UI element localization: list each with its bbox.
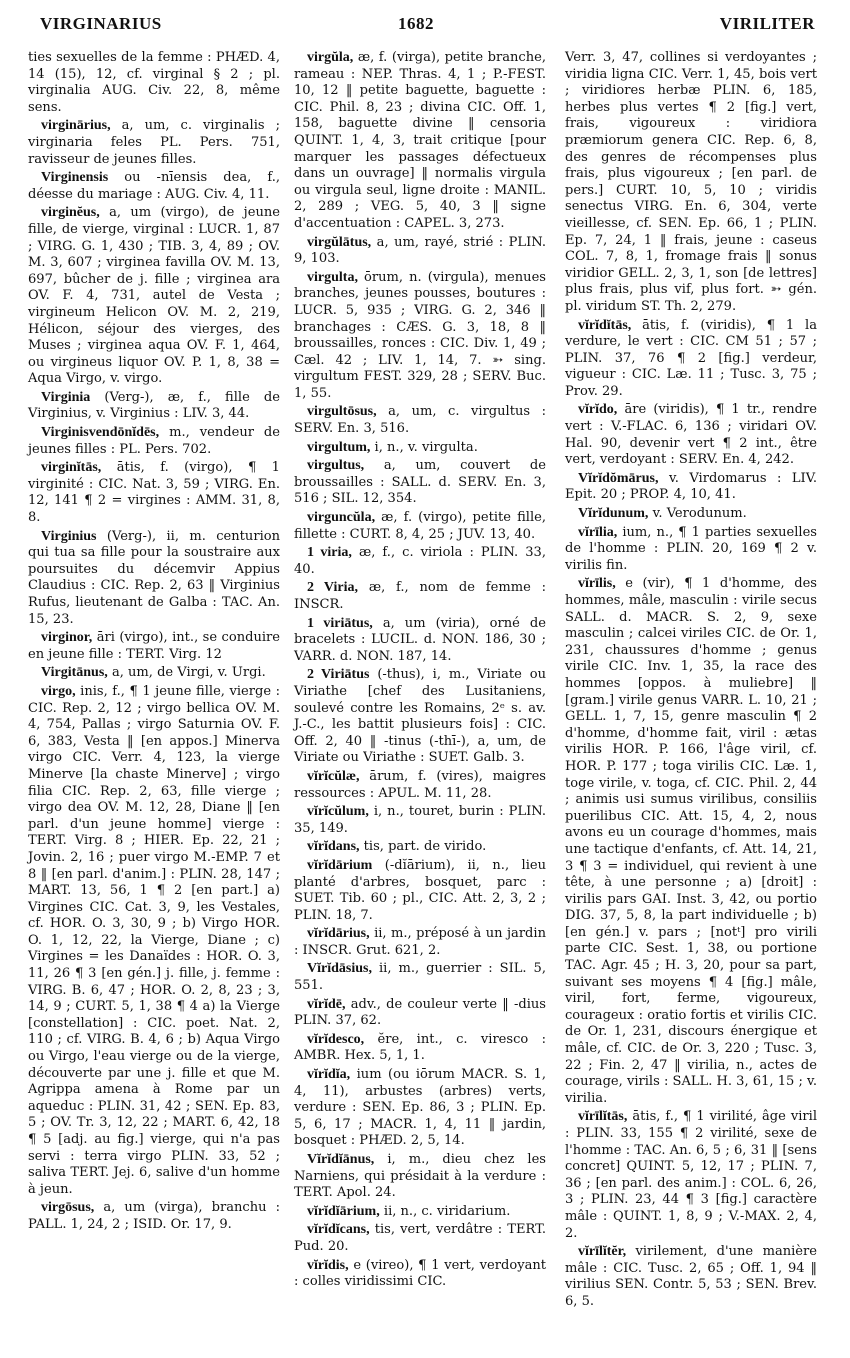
dictionary-entry xyxy=(294,440,546,457)
entry-text: (Verg-), æ, f., fille de Virginius, v. Virginius : LIV. 3, 44. xyxy=(28,389,280,422)
headword: virginārius, xyxy=(41,118,111,134)
dictionary-entry xyxy=(565,50,817,316)
dictionary-entry xyxy=(294,1258,546,1291)
headword: vĭrĭdesco, xyxy=(307,1031,365,1047)
dictionary-entry xyxy=(28,50,280,116)
page-number: 1682 xyxy=(398,14,434,33)
headword: vĭrĭdĭa, xyxy=(307,1067,351,1083)
dictionary-entry xyxy=(294,235,546,268)
headword: Virginisvendōnĭdēs, xyxy=(41,425,160,441)
entry-text: ties sexuelles de la femme : PHÆD. 4, 14 (15), 12, cf. virginal § 2 ; pl. virginalia AUG. Civ. 22, 8, même sens. xyxy=(28,50,280,115)
dictionary-entry xyxy=(294,926,546,959)
headword: Virgitānus, xyxy=(41,665,108,681)
headword: vĭrĭdans, xyxy=(307,839,360,855)
entry-text: a, um, c. virginalis ; virginaria feles PL. Pers. 751, ravisseur de jeunes filles. xyxy=(28,118,280,167)
dictionary-entry xyxy=(28,460,280,526)
entry-text: a, um, couvert de broussailles : SALL. d. SERV. En. 3, 516 ; SIL. 12, 354. xyxy=(294,458,546,507)
dictionary-entry xyxy=(294,667,546,767)
dictionary-entry xyxy=(294,1067,546,1150)
dictionary-entry xyxy=(294,50,546,233)
headword: vĭrĭdo, xyxy=(578,402,618,418)
headword: virgŭlātus, xyxy=(307,234,372,250)
dictionary-entry xyxy=(565,1244,817,1310)
entry-text: v. Virdomarus : LIV. Epit. 20 ; PROP. 4, 10, 41. xyxy=(565,470,817,503)
headword: 1 viria, xyxy=(307,545,352,561)
entry-text: æ, f. (virgo), petite fille, fillette : CURT. 8, 4, 25 ; JUV. 13, 40. xyxy=(294,510,546,542)
entry-text: æ, f. (virga), petite branche, rameau : NEP. Thras. 4, 1 ; P.-FEST. 10, 12 ‖ petite baguette, baguette : CIC. Phil. 8, 23 ; divina CIC. Off. 1, 158, baguette divine ‖ censoria QUINT. 1, 4, 3, trait critique [pour marquer les passages défectueux dans un ouvrage] ‖ normalis virgula ou virgula seul, ligne droite : MANIL. 2, 289 ; VEG. 5, 40, 3 ‖ signe d'accentuation : CAPEL. 3, 273. xyxy=(294,50,546,231)
dictionary-entry xyxy=(28,684,280,1198)
headword: Vĭrĭdunum, xyxy=(578,506,649,522)
entry-text: ium, n., ¶ 1 parties sexuelles de l'homme : PLIN. 20, 169 ¶ 2 v. virilis fin. xyxy=(565,524,817,573)
dictionary-entry xyxy=(28,118,280,168)
dictionary-entry xyxy=(294,839,546,856)
entry-text: ii, n., c. viridarium. xyxy=(383,1203,511,1219)
headword: Vĭrĭdāsius, xyxy=(307,961,372,977)
headword: Virginia xyxy=(41,389,91,405)
dictionary-entry xyxy=(28,205,280,388)
dictionary-entry xyxy=(294,510,546,543)
dictionary-entry xyxy=(294,997,546,1030)
entry-text: tis, part. de virido. xyxy=(363,839,487,855)
entry-text: adv., de couleur verte ‖ -dius PLIN. 37, 62. xyxy=(294,996,546,1029)
dictionary-entry xyxy=(294,270,546,403)
headword: Vĭrĭdŏmārus, xyxy=(578,470,659,486)
entry-text: ĕre, int., c. viresco : AMBR. Hex. 5, 1, 1. xyxy=(294,1031,546,1064)
headword: vĭrīlia, xyxy=(578,524,618,540)
entry-text: a, um (virgo), de jeune fille, de vierge, virginal : LUCR. 1, 87 ; VIRG. G. 1, 430 ; TIB. 3, 4, 89 ; OV. M. 3, 607 ; virginea favilla OV. M. 13, 697, bûcher de j. fille ; virginea ara OV. F. 4, 731, autel de Vesta ; virgineum Helicon OV. M. 2, 219, Hélicon, séjour des vierges, des Muses ; virginea aqua OV. F. 1, 464, ou virgineus liquor OV. P. 1, 8, 38 = Aqua Virgo, v. virgo. xyxy=(28,205,280,387)
entry-text: ou -nīensis dea, f., déesse du mariage : AUG. Civ. 4, 11. xyxy=(28,170,280,202)
dictionary-entry xyxy=(294,616,546,666)
dictionary-entry xyxy=(28,529,280,629)
dictionary-entry xyxy=(294,1032,546,1065)
headword: vĭrīlĭtĕr, xyxy=(578,1244,627,1260)
dictionary-entry xyxy=(294,804,546,837)
entry-text: tis, vert, verdâtre : TERT. Pud. 20. xyxy=(294,1222,546,1254)
dictionary-entry xyxy=(294,858,546,924)
dictionary-entry xyxy=(294,580,546,613)
entry-text: virilement, d'une manière mâle : CIC. Tusc. 2, 65 ; Off. 1, 94 ‖ virilius SEN. Contr. 5, 53 ; SEN. Brev. 6, 5. xyxy=(565,1244,817,1309)
entry-text: (-dĭārium), ii, n., lieu planté d'arbres, bosquet, parc : SUET. Tib. 60 ; pl., CIC. Att. 2, 3, 2 ; PLIN. 18, 7. xyxy=(294,857,546,923)
dictionary-entry xyxy=(294,404,546,437)
entry-text: a, um, de Virgi, v. Urgi. xyxy=(111,665,266,681)
dictionary-entry xyxy=(28,390,280,423)
entry-text: ātis, f. (virgo), ¶ 1 virginité : CIC. Nat. 3, 59 ; VIRG. En. 12, 141 ¶ 2 = virgines : AMM. 31, 8, 8. xyxy=(28,460,280,526)
headword: 2 Viria, xyxy=(307,580,358,596)
headword: vĭrĭcŭlum, xyxy=(307,804,369,820)
dictionary-entry xyxy=(565,1109,817,1242)
dictionary-entry xyxy=(294,1204,546,1221)
entry-text: æ, f., c. viriola : PLIN. 33, 40. xyxy=(294,545,547,577)
entry-text: ii, m., préposé à un jardin : INSCR. Grut. 621, 2. xyxy=(294,926,546,958)
headword: virguncŭla, xyxy=(307,510,376,526)
entry-text: Verr. 3, 47, collines si verdoyantes ; viridia ligna CIC. Verr. 1, 45, bois vert ; viridiores herbæ PLIN. 6, 185, herbes plus vertes ¶ 2 [fig.] vert, frais, vigoureux : viridiora præmiorum genera CIC. Rep. 6, 8, des genres de récompenses plus frais, plus vigoureux ; [en parl. de pers.] CURT. 10, 5, 10 ; viridis senectus VIRG. En. 6, 304, verte vieillesse, cf. SEN. Ep. 66, 1 ; PLIN. Ep. 7, 24, 1 ‖ frais, jeune : caseus COL. 7, 8, 1, fromage frais ‖ sonus viridior GELL. 2, 3, 1, son [de lettres] plus frais, plus vif, plus fort. ➳ gén. pl. viridum ST. Th. 2, 279. xyxy=(565,50,817,314)
headword: Virginius xyxy=(41,528,97,544)
headword: virgultōsus, xyxy=(307,404,377,420)
headword: vĭrĭdĭārium, xyxy=(307,1203,380,1219)
entry-text: (-thus), i, m., Viriate ou Viriathe [chef des Lusitaniens, soulevé contre les Romains, 2ᵉ s. av. J.-C., les battit plusieurs fois] : CIC. Off. 2, 40 ‖ -tinus (-thī-), a, um, de Viriate ou Viriathe : SUET. Galb. 3. xyxy=(294,667,546,766)
headword: vĭrĭdis, xyxy=(307,1257,349,1273)
dictionary-entry xyxy=(565,402,817,468)
entry-text: a, um (viria), orné de bracelets : LUCIL. d. NON. 186, 30 ; VARR. d. NON. 187, 14. xyxy=(294,615,547,664)
entry-text: ātis, f., ¶ 1 virilité, âge viril : PLIN. 33, 155 ¶ 2 virilité, sexe de l'homme : TAC. An. 6, 5 ; 6, 31 ‖ [sens concret] QUINT. 5, 12, 17 ; PLIN. 7, 36 ; [en parl. des anim.] : COL. 6, 26, 3 ; PLIN. 23, 44 ¶ 3 [fig.] caractère mâle : QUINT. 1, 8, 9 ; V.-MAX. 2, 4, 2. xyxy=(565,1109,817,1241)
running-head-right: VIRILITER xyxy=(719,14,815,33)
headword: Vĭrĭdĭānus, xyxy=(307,1152,375,1167)
headword: vĭrĭdĭcans, xyxy=(307,1222,370,1238)
entry-text: e (vir), ¶ 1 d'homme, des hommes, mâle, masculin : virile secus SALL. d. MACR. S. 2, 9, sexe masculin ; calcei viriles CIC. de Or. 1, 231, chaussures d'homme ; genus virile CIC. Inv. 1, 35, la race des hommes [oppos. à muliebre] ‖ [gram.] virile genus VARR. L. 10, 21 ; GELL. 1, 7, 15, genre masculin ¶ 2 d'homme, d'homme fait, viril : ætas virilis HOR. P. 166, l'âge viril, cf. HOR. P. 177 ; toga virilis CIC. Læ. 1, toge virile, v. toga, cf. CIC. Phil. 2, 44 ; animis usi sumus virilibus, consiliis puerilibus CIC. Att. 15, 4, 2, nous avons eu un courage d'hommes, mais une tactique d'enfants, cf. Att. 14, 21, 3 ¶ 3 = individuel, qui revient à une tête, à une personne ; a) [droit] : virilis pars GAI. Inst. 3, 42, ou portio DIG. 37, 5, 8, la part individuelle ; b) [en gén.] v. pars ; [notᵗ] pro virili parte CIC. Sest. 1, 38, ou portione TAC. Agr. 45 ; H. 3, 20, pour sa part, suivant ses moyens ¶ 4 [fig.] mâle, viril, fort, ferme, vigoureux, courageux : oratio fortis et virilis CIC. de Or. 1, 231, discours énergique et mâle, cf. CIC. de Or. 3, 220 ; Tusc. 3, 22 ; Fin. 2, 47 ‖ virilia, n., actes de courage, virils : SALL. H. 3, 61, 15 ; v. virilia. xyxy=(565,576,817,1106)
page-header xyxy=(40,14,815,42)
headword: vĭrīlĭtās, xyxy=(578,1109,628,1125)
dictionary-entry xyxy=(565,471,817,504)
entry-text: i, n., touret, burin : PLIN. 35, 149. xyxy=(294,804,546,836)
dictionary-entry xyxy=(294,545,546,578)
headword: 1 viriātus, xyxy=(307,615,373,631)
column-1 xyxy=(28,50,280,1236)
dictionary-entry xyxy=(28,170,280,203)
column-3 xyxy=(565,50,817,1313)
entry-text: ātis, f. (viridis), ¶ 1 la verdure, le vert : CIC. CM 51 ; 57 ; PLIN. 37, 76 ¶ 2 [fig.] verdeur, vigueur : CIC. Læ. 11 ; Tusc. 3, 75 ; Prov. 29. xyxy=(565,317,817,399)
column-2 xyxy=(294,50,546,1293)
dictionary-entry xyxy=(565,525,817,575)
entry-text: āre (viridis), ¶ 1 tr., rendre vert : V.-FLAC. 6, 136 ; viridari OV. Hal. 90, devenir vert ¶ 2 int., être vert, verdoyant : SERV. En. 4, 242. xyxy=(565,402,817,468)
dictionary-entry xyxy=(28,1200,280,1233)
headword: vĭrīlis, xyxy=(578,576,616,592)
entry-text: i, n., v. virgulta. xyxy=(374,439,478,455)
headword: 2 Viriātus xyxy=(307,667,370,683)
running-head-left: VIRGINARIUS xyxy=(40,14,162,33)
dictionary-entry xyxy=(28,665,280,682)
dictionary-entry xyxy=(294,458,546,508)
dictionary-entry xyxy=(565,318,817,401)
entry-text: ārum, f. (vires), maigres ressources : APUL. M. 11, 28. xyxy=(294,768,546,801)
dictionary-entry xyxy=(294,769,546,802)
entry-text: a, um (virga), branchu : PALL. 1, 24, 2 ; ISID. Or. 17, 9. xyxy=(28,1200,280,1232)
entry-text: inis, f., ¶ 1 jeune fille, vierge : CIC. Rep. 2, 12 ; virgo bellica OV. M. 4, 754, Pallas ; virgo Saturnia OV. F. 6, 383, Vesta ‖ [en appos.] Minerva virgo CIC. Verr. 4, 123, la vierge Minerve [la chaste Minerve] ; virgo filia CIC. Rep. 2, 63, fille vierge ; virgo dea OV. M. 12, 28, Diane ‖ [en parl. d'un jeune homme] vierge : TERT. Virg. 8 ; HIER. Ep. 22, 21 ; Jovin. 2, 16 ; puer virgo M.-EMP. 7 et 8 ‖ [en parl. d'anim.] : PLIN. 28, 147 ; MART. 13, 56, 1 ¶ 2 [en part.] a) Virgines CIC. Cat. 3, 9, les Vestales, cf. HOR. O. 3, 30, 9 ; b) Virgo HOR. O. 1, 12, 22, la Vierge, Diane ; c) Virgines = les Danaïdes : HOR. O. 3, 11, 26 ¶ 3 [en gén.] j. fille, j. femme : VIRG. B. 6, 47 ; HOR. O. 2, 8, 23 ; 3, 14, 9 ; CURT. 5, 1, 38 ¶ 4 a) la Vierge [constellation] : CIC. poet. Nat. 2, 110 ; cf. VIRG. B. 4, 6 ; b) Aqua Virgo ou Virgo, l'eau vierge ou de la vierge, découverte par une j. fille et que M. Agrippa amena à Rome par un aqueduc : PLIN. 31, 42 ; SEN. Ep. 83, 5 ; OV. Tr. 3, 12, 22 ; MART. 6, 42, 18 ¶ 5 [adj. au fig.] vierge, qui n'a pas servi : terra virgo PLIN. 33, 52 ; saliva TERT. Jej. 6, salive d'un homme à jeun. xyxy=(28,683,280,1197)
headword: virginĕus, xyxy=(41,205,100,221)
entry-text: a, um, rayé, strié : PLIN. 9, 103. xyxy=(294,234,546,267)
entry-text: ōrum, n. (virgula), menues branches, jeunes pousses, boutures : LUCR. 5, 935 ; VIRG. G. 2, 346 ‖ branchages : CÆS. G. 3, 18, 8 ‖ broussailles, ronces : CIC. Div. 1, 49 ; Cæl. 42 ; LIV. 1, 14, 7. ➳ sing. virgultum FEST. 329, 28 ; SERV. Buc. 1, 55. xyxy=(294,269,546,401)
entry-text: e (vireo), ¶ 1 vert, verdoyant : colles viridissimi CIC. xyxy=(294,1257,546,1290)
dictionary-entry xyxy=(294,961,546,994)
entry-text: v. Verodunum. xyxy=(652,506,747,522)
dictionary-entry xyxy=(28,425,280,458)
headword: vĭrĭdārium xyxy=(307,857,373,873)
headword: virgulta, xyxy=(307,269,358,285)
headword: virgultum, xyxy=(307,439,371,455)
headword: Virginensis xyxy=(41,170,109,186)
entry-text: (Verg-), ii, m. centurion qui tua sa fille pour la soustraire aux poursuites du décemvir Appius Claudius : CIC. Rep. 2, 63 ‖ Virginius Rufus, lieutenant de Galba : TAC. An. 15, 23. xyxy=(28,528,280,627)
entry-text: ii, m., guerrier : SIL. 5, 551. xyxy=(294,961,546,994)
dictionary-entry xyxy=(28,630,280,663)
entry-text: i, m., dieu chez les Narniens, qui présidait à la verdure : TERT. Apol. 24. xyxy=(294,1152,546,1201)
dictionary-entry xyxy=(294,1222,546,1255)
headword: virgōsus, xyxy=(41,1200,95,1216)
headword: vĭrĭcŭlæ, xyxy=(307,768,360,784)
headword: virgo, xyxy=(41,683,76,699)
entry-text: ium (ou iōrum MACR. S. 1, 4, 11), arbustes (arbres) verts, verdure : SEN. Ep. 86, 3 ; PLIN. Ep. 5, 6, 17 ; MACR. 1, 4, 11 ‖ jardin, bosquet : PHÆD. 2, 5, 14. xyxy=(294,1067,546,1149)
headword: vĭrĭdē, xyxy=(307,996,346,1012)
entry-text: a, um, c. virgultus : SERV. En. 3, 516. xyxy=(294,404,546,437)
headword: virgŭla, xyxy=(307,50,354,65)
headword: virginĭtās, xyxy=(41,460,102,476)
headword: virginor, xyxy=(41,630,93,646)
entry-text: m., vendeur de jeunes filles : PL. Pers. 702. xyxy=(28,425,280,457)
headword: virgultus, xyxy=(307,458,365,474)
entry-text: āri (virgo), int., se conduire en jeune fille : TERT. Virg. 12 xyxy=(28,630,280,662)
dictionary-entry xyxy=(565,576,817,1107)
dictionary-entry xyxy=(294,1152,546,1202)
dictionary-entry xyxy=(565,506,817,523)
entry-text: æ, f., nom de femme : INSCR. xyxy=(294,580,546,612)
headword: vĭrĭdĭtās, xyxy=(578,317,632,333)
headword: vĭrĭdārius, xyxy=(307,926,370,942)
